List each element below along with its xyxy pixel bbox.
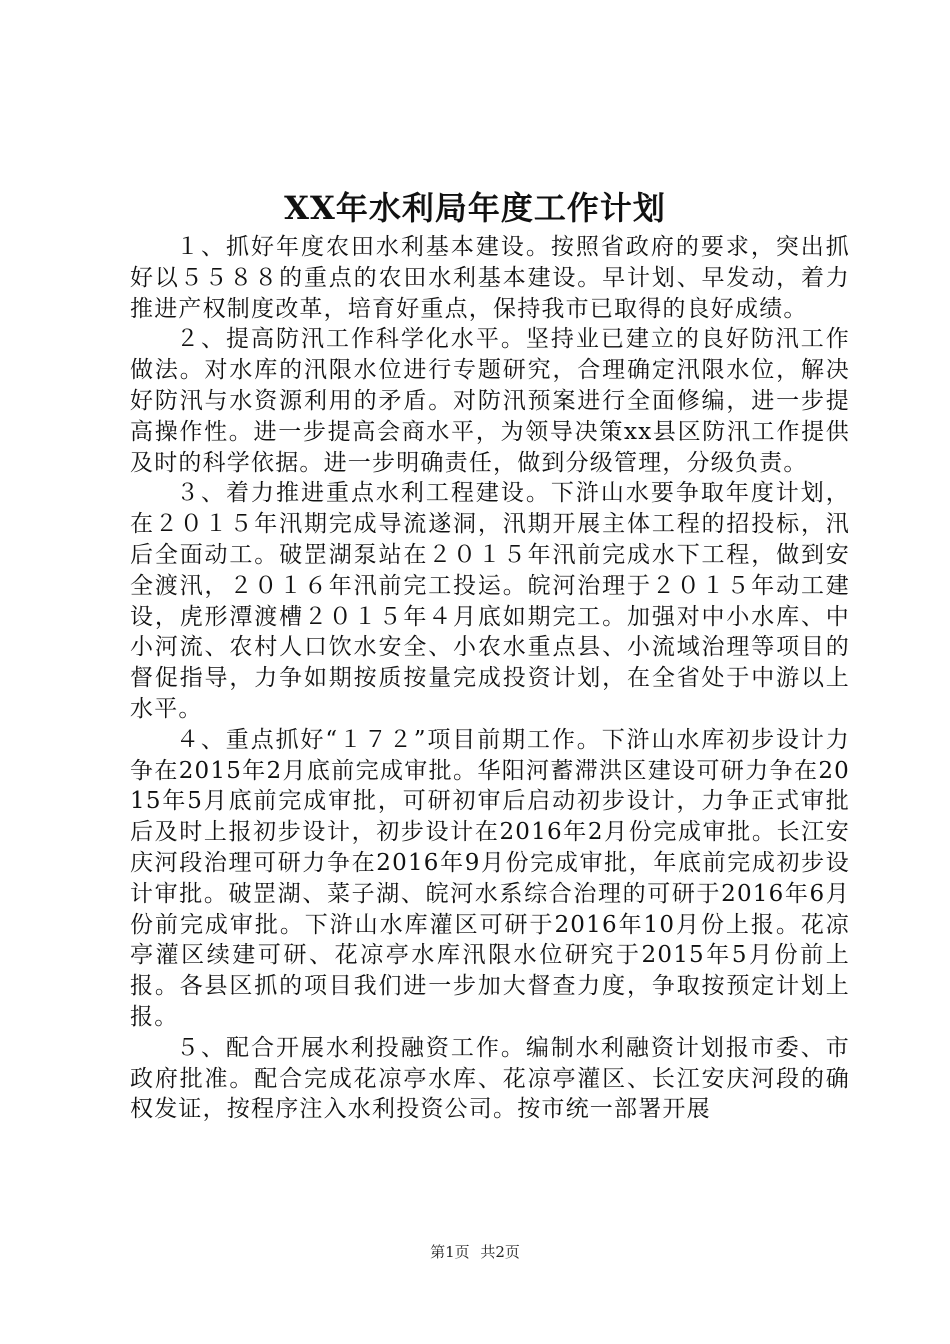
page-number-current: 第1页 (430, 1243, 470, 1261)
paragraph-4: ４、重点抓好“１７２”项目前期工作。下浒山水库初步设计力争在2015年2月底前完成审批。华阳河蓄滞洪区建设可研力争在2015年5月底前完成审批，可研初审后启动初步设计，力争正式审批后及时上报初步设计，初步设计在2016年2月份完成审批。长江安庆河段治理可研力争在2016年9月份完成审批，年底前完成初步设计审批。破罡湖、菜子湖、皖河水系综合治理的可研于2016年6月份前完成审批。下浒山水库灌区可研于2016年10月份上报。花凉亭灌区续建可研、花凉亭水库汛限水位研究于2015年5月份前上报。各县区抓的项目我们进一步加大督查力度，争取按预定计划上报。 (130, 726, 850, 1030)
paragraph-1: １、抓好年度农田水利基本建设。按照省政府的要求，突出抓好以５５８８的重点的农田水利基本建设。早计划、早发动，着力推进产权制度改革，培育好重点，保持我市已取得的良好成绩。 (130, 234, 850, 322)
paragraph-2: ２、提高防汛工作科学化水平。坚持业已建立的良好防汛工作做法。对水库的汛限水位进行专题研究，合理确定汛限水位，解决好防汛与水资源利用的矛盾。对防汛预案进行全面修编，进一步提高操作性。进一步提高会商水平，为领导决策xx县区防汛工作提供及时的科学依据。进一步明确责任，做到分级管理，分级负责。 (130, 326, 850, 476)
paragraph-3: ３、着力推进重点水利工程建设。下浒山水要争取年度计划，在２０１５年汛期完成导流遂洞，汛期开展主体工程的招投标，汛后全面动工。破罡湖泵站在２０１５年汛前完成水下工程，做到安全渡汛，２０１６年汛前完工投运。皖河治理于２０１５年动工建设，虎形潭渡槽２０１５年４月底如期完工。加强对中小水库、中小河流、农村人口饮水安全、小农水重点县、小流域治理等项目的督促指导，力争如期按质按量完成投资计划，在全省处于中游以上水平。 (130, 480, 850, 722)
document-body (130, 232, 850, 1125)
page-number-total: 共2页 (480, 1243, 520, 1261)
page-footer (0, 1241, 950, 1263)
document-title: XX年水利局年度工作计划 (284, 189, 666, 227)
paragraph-5: ５、配合开展水利投融资工作。编制水利融资计划报市委、市政府批准。配合完成花凉亭水库、花凉亭灌区、长江安庆河段的确权发证，按程序注入水利投资公司。按市统一部署开展 (130, 1034, 850, 1123)
